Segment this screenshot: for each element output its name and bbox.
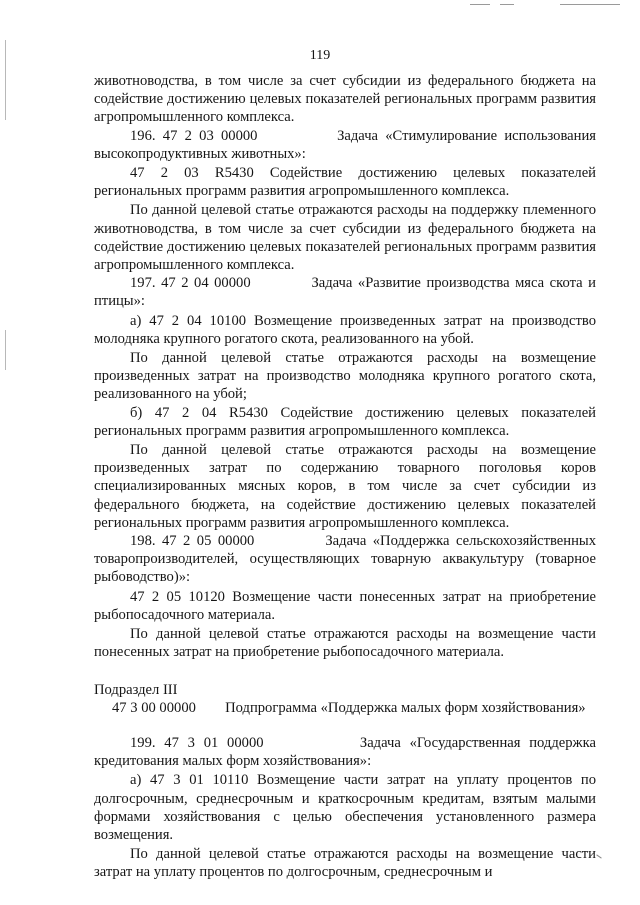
paragraph: животноводства, в том числе за счет субсидии из федерального бюджета на содействие достижению целевых показателей региональных программ развития агропромышленного комплекса. xyxy=(94,73,596,126)
paragraph: б) 47 2 04 R5430 Содействие достижению целевых показателей региональных программ развития агропромышленного комплекса. xyxy=(94,404,596,439)
subsection-heading xyxy=(94,699,596,717)
paragraph: По данной целевой статье отражаются расходы на возмещение части понесенных затрат на приобретение рыбопосадочного материала. xyxy=(94,626,596,661)
paragraph: По данной целевой статье отражаются расходы на возмещение произведенных затрат на производство молодняка крупного рогатого скота, реализованного на убой; xyxy=(94,350,596,403)
scan-mark xyxy=(596,854,601,858)
paragraph: По данной целевой статье отражаются расходы на возмещение части затрат на уплату процентов по долгосрочным, среднесрочным и xyxy=(94,846,596,881)
page-number: 119 xyxy=(309,48,331,63)
paragraph: а) 47 3 01 10110 Возмещение части затрат на уплату процентов по долгосрочным, среднесрочным и краткосрочным кредитам, взятым малыми формами хозяйствования с целью обеспечения установленного размера возмещения. xyxy=(94,772,596,843)
paragraph: По данной целевой статье отражаются расходы на поддержку племенного животноводства, в том числе за счет субсидии из федерального бюджета на содействие достижению целевых показателей региональных программ развития агропромышленного комплекса. xyxy=(94,202,596,274)
paragraph: а) 47 2 04 10100 Возмещение произведенных затрат на производство молодняка крупного рогатого скота, реализованного на убой. xyxy=(94,312,596,347)
paragraph: 199. 47 3 01 00000 Задача «Государственная поддержка кредитования малых форм хозяйствования»: xyxy=(94,734,596,770)
paragraph: 197. 47 2 04 00000 Задача «Развитие производства мяса скота и птицы»: xyxy=(94,275,596,310)
subsection-spacer xyxy=(196,700,225,716)
paragraph: 47 2 03 R5430 Содействие достижению целевых показателей региональных программ развития агропромышленного комплекса. xyxy=(94,165,596,200)
scan-mark xyxy=(5,330,6,370)
paragraph: 196. 47 2 03 00000 Задача «Стимулирование использования высокопродуктивных животных»: xyxy=(94,127,596,162)
paragraph: По данной целевой статье отражаются расходы на возмещение произведенных затрат по содержанию товарного поголовья коров специализированных мясных коров, в том числе за счет субсидии из федерального бюджета, на содействие достижению целевых показателей региональных программ развития агропромышленного комплекса. xyxy=(94,442,596,531)
scan-mark xyxy=(560,4,620,5)
subsection-title: Подраздел III xyxy=(94,681,178,698)
paragraph: 198. 47 2 05 00000 Задача «Поддержка сельскохозяйственных товаропроизводителей, осуществляющих товарную аквакультуру (товарное рыбоводство)»: xyxy=(94,533,596,586)
scan-mark xyxy=(470,4,490,5)
subsection-code: 47 3 00 00000 xyxy=(112,699,196,716)
scan-mark xyxy=(500,4,514,5)
paragraph: 47 2 05 10120 Возмещение части понесенных затрат на приобретение рыбопосадочного материала. xyxy=(94,588,596,623)
subsection-name: Подпрограмма «Поддержка малых форм хозяйствования» xyxy=(225,699,586,716)
document-body xyxy=(94,72,596,882)
